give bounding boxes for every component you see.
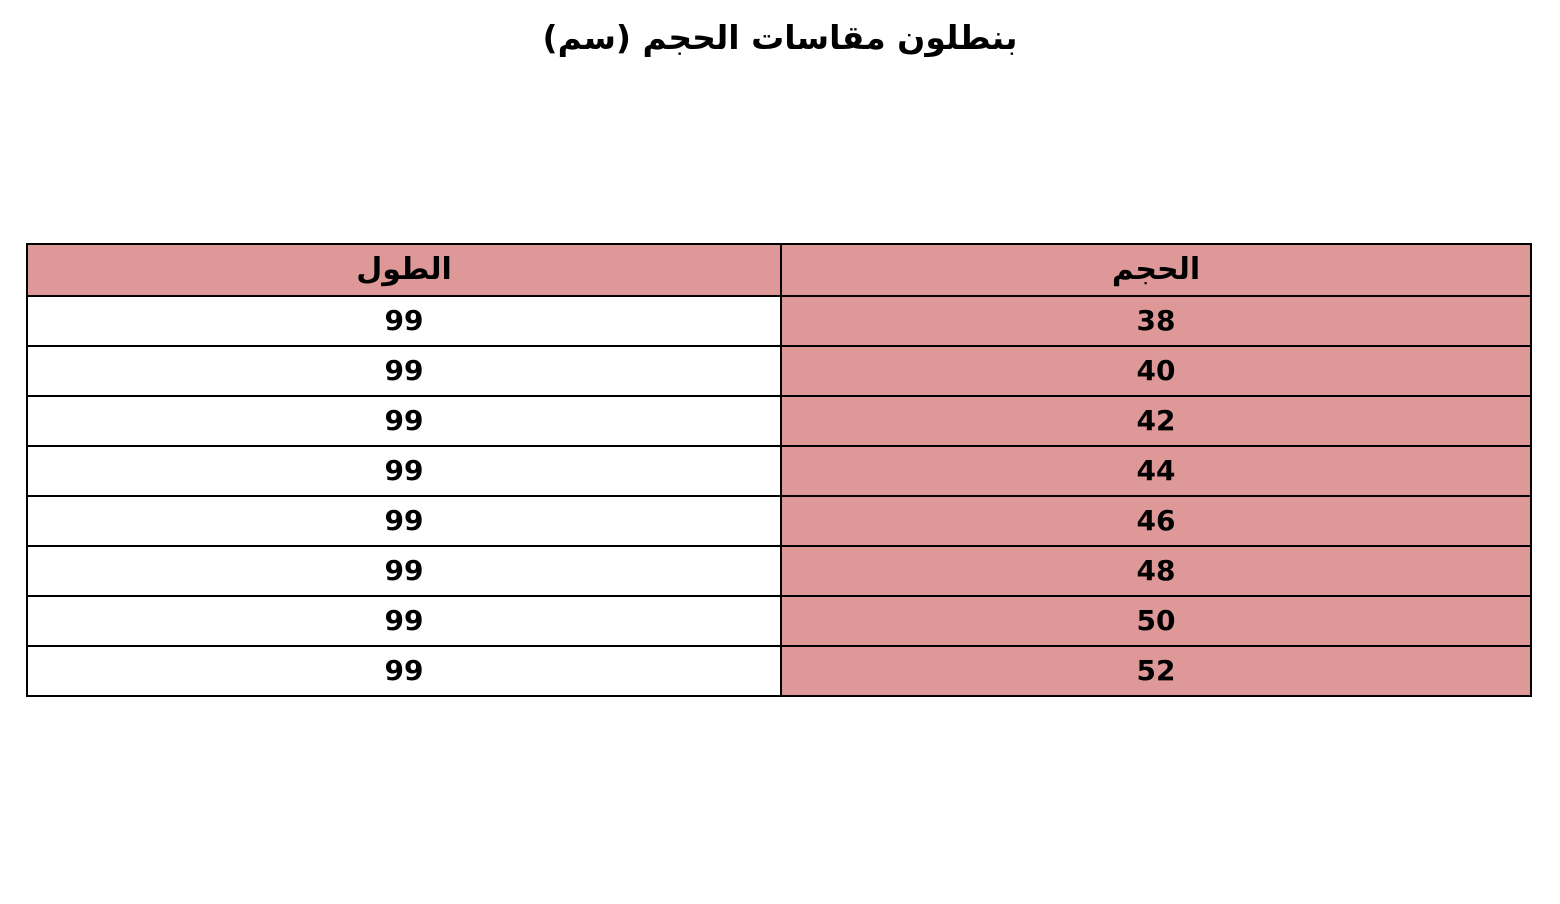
- table-row: [27, 346, 1531, 396]
- size-chart-container: [28, 243, 1532, 697]
- cell-size: 48: [781, 546, 1531, 596]
- cell-length: 99: [27, 346, 781, 396]
- table-row: [27, 546, 1531, 596]
- cell-length: 99: [27, 496, 781, 546]
- cell-size: 40: [781, 346, 1531, 396]
- cell-length: 99: [27, 296, 781, 346]
- cell-length: 99: [27, 446, 781, 496]
- page-title: بنطلون مقاسات الحجم (سم): [542, 18, 1018, 57]
- table-header-row: [27, 244, 1531, 296]
- table-row: [27, 396, 1531, 446]
- cell-size: 52: [781, 646, 1531, 696]
- table-row: [27, 596, 1531, 646]
- table-body: [27, 296, 1531, 696]
- table-header: [27, 244, 1531, 296]
- table-row: [27, 646, 1531, 696]
- cell-length: 99: [27, 546, 781, 596]
- cell-size: 50: [781, 596, 1531, 646]
- cell-size: 46: [781, 496, 1531, 546]
- size-chart-table: [26, 243, 1532, 697]
- cell-size: 42: [781, 396, 1531, 446]
- cell-length: 99: [27, 396, 781, 446]
- cell-size: 44: [781, 446, 1531, 496]
- cell-length: 99: [27, 646, 781, 696]
- table-row: [27, 446, 1531, 496]
- column-header-length: الطول: [27, 244, 781, 296]
- table-row: [27, 296, 1531, 346]
- table-row: [27, 496, 1531, 546]
- cell-length: 99: [27, 596, 781, 646]
- column-header-size: الحجم: [781, 244, 1531, 296]
- cell-size: 38: [781, 296, 1531, 346]
